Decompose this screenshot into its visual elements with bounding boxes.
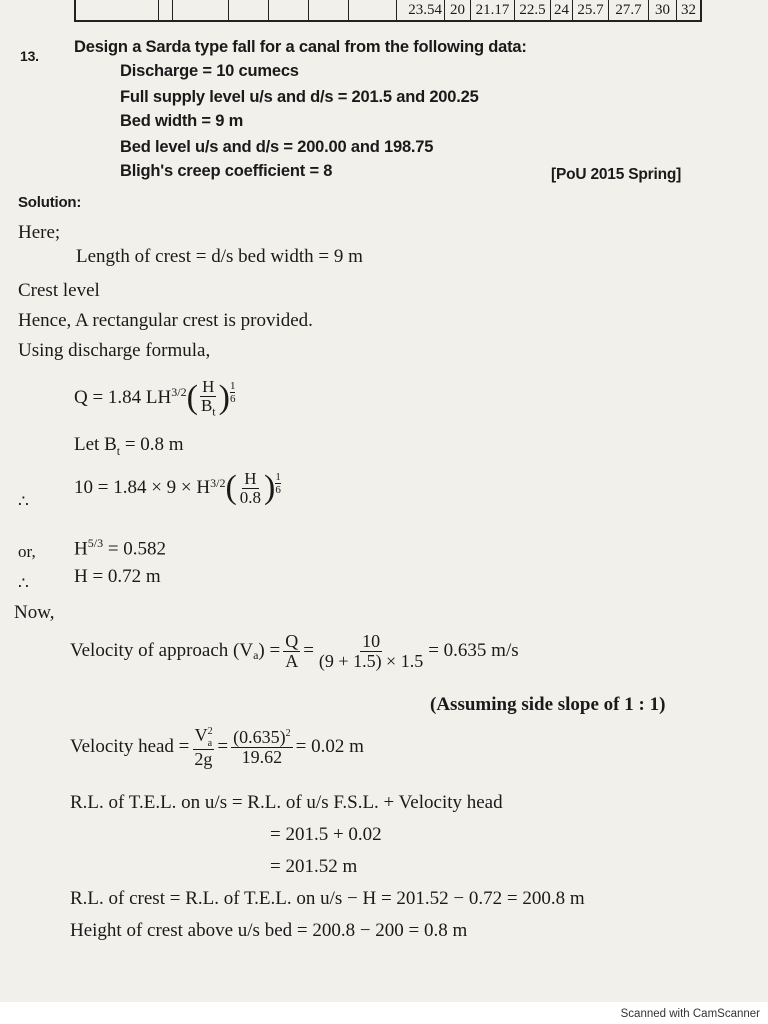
given-fsl: Full supply level u/s and d/s = 201.5 and 200.25	[120, 88, 479, 106]
rectangular-crest-statement: Hence, A rectangular crest is provided.	[18, 310, 313, 331]
therefore-symbol-2: ∴	[18, 574, 29, 593]
here-label: Here;	[18, 222, 61, 243]
discharge-formula	[74, 378, 235, 418]
table-cell: 32	[676, 0, 700, 20]
table-cell	[172, 0, 228, 20]
tel-equation-line-3: = 201.52 m	[270, 856, 358, 877]
formula-exponent: 3/2	[171, 385, 187, 400]
h-value: H = 0.72 m	[74, 566, 161, 587]
given-bed-level: Bed level u/s and d/s = 200.00 and 198.75	[120, 138, 434, 156]
tel-equation-line-2: = 201.5 + 0.02	[270, 824, 382, 845]
side-slope-assumption: (Assuming side slope of 1 : 1)	[430, 694, 666, 715]
now-label: Now,	[14, 602, 55, 623]
table-cell: 22.5	[514, 0, 550, 20]
approach-velocity-fraction	[317, 632, 425, 671]
v-symbol: V	[194, 725, 208, 745]
table-cell: 21.17	[470, 0, 514, 20]
source-citation: [PoU 2015 Spring]	[551, 166, 682, 183]
fraction-denominator: 0.8	[239, 487, 262, 507]
top-data-table	[74, 0, 702, 22]
va-label-end: ) =	[258, 640, 281, 662]
velocity-head-formula-fraction	[192, 726, 214, 769]
fraction-numerator: H	[202, 377, 215, 396]
table-cell: 23.54	[396, 0, 444, 20]
substituted-equation	[74, 470, 281, 507]
vh-label: Velocity head =	[70, 736, 190, 758]
h-power-value: = 0.582	[103, 538, 167, 560]
h-exponent: 5/3	[87, 536, 104, 550]
right-paren: )	[218, 378, 230, 416]
table-cell	[348, 0, 396, 20]
velocity-of-approach-equation: Velocity of approach (V $_a$ ) = $\frac{Q}{A}$ = $\frac{10}{(9 + 1.5) \times 1.5}$ = 0.635 m/s	[70, 631, 519, 671]
tel-equation-line-1: R.L. of T.E.L. on u/s = R.L. of u/s F.S.L. + Velocity head	[70, 792, 503, 813]
table-cell: 30	[648, 0, 676, 20]
equation-text: 10 = 1.84 × 9 × H	[74, 477, 211, 499]
velocity-head-equation: Velocity head = $\frac{V^2_a}{2g}$ = $\frac{(0.635)^2}{19.62}$ = 0.02 m	[70, 725, 364, 770]
va-result: = 0.635 m/s	[428, 640, 519, 662]
right-paren: )	[264, 469, 276, 507]
h-symbol: H	[74, 538, 88, 560]
formula-text: Q = 1.84 LH	[74, 386, 172, 408]
table-cell: 27.7	[608, 0, 648, 20]
given-bligh: Bligh's creep coefficient = 8	[120, 162, 333, 180]
exponent-one-sixth: $\frac{1}{6}$	[275, 470, 281, 496]
table-cell: 24	[550, 0, 572, 20]
table-cell	[308, 0, 348, 20]
fraction-numerator: $V^2_a$	[194, 725, 213, 749]
fraction-denominator: $B_t$	[200, 395, 216, 419]
exponent-one-sixth: $\frac{1}{6}$	[229, 380, 236, 406]
vh-result: = 0.02 m	[295, 736, 364, 758]
let-bt-text: Let B	[74, 434, 117, 455]
q-over-a-fraction	[283, 632, 300, 671]
crest-height-equation: Height of crest above u/s bed = 200.8 − 200 = 0.8 m	[70, 920, 468, 941]
problem-title: Design a Sarda type fall for a canal from the following data:	[74, 38, 527, 56]
discharge-formula-intro: Using discharge formula,	[18, 340, 211, 361]
given-bed-width: Bed width = 9 m	[120, 112, 244, 130]
fraction-denominator: 19.62	[241, 746, 283, 767]
given-discharge: Discharge = 10 cumecs	[120, 62, 299, 80]
va-subscript: a	[253, 647, 259, 662]
scanner-watermark: Scanned with CamScanner	[620, 1008, 760, 1020]
problem-number: 13.	[20, 48, 39, 64]
table-cell	[228, 0, 268, 20]
let-bt-statement	[74, 434, 184, 459]
let-bt-value: = 0.8 m	[120, 434, 184, 455]
table-cell	[268, 0, 308, 20]
velocity-head-value-fraction	[231, 728, 293, 767]
table-cell	[76, 0, 158, 20]
table-cell: 20	[444, 0, 470, 20]
therefore-symbol: ∴	[18, 492, 29, 511]
fraction-numerator: $(0.635)^2$	[233, 727, 291, 748]
h-power-result	[74, 536, 166, 560]
fraction-numerator: 10	[362, 631, 381, 651]
crest-rl-equation: R.L. of crest = R.L. of T.E.L. on u/s − H = 201.52 − 0.72 = 200.8 m	[70, 888, 585, 909]
crest-level-heading: Crest level	[18, 280, 100, 301]
fraction-numerator: Q	[285, 631, 299, 651]
or-label: or,	[18, 542, 36, 561]
va-label: Velocity of approach (V	[70, 640, 254, 662]
left-paren: (	[186, 378, 198, 416]
table-cell	[158, 0, 172, 20]
fraction-denominator: 2g	[194, 749, 213, 770]
let-bt-subscript: t	[116, 443, 121, 458]
left-paren: (	[225, 469, 237, 507]
numerator-text: (0.635)	[233, 727, 286, 748]
fraction-denominator: A	[285, 650, 299, 671]
solution-label: Solution:	[18, 194, 82, 211]
equation-exponent: 3/2	[210, 475, 226, 490]
table-cell: 25.7	[572, 0, 608, 20]
fraction-numerator: H	[244, 469, 257, 488]
fraction-denominator: (9 + 1.5) × 1.5	[318, 650, 424, 671]
crest-length: Length of crest = d/s bed width = 9 m	[76, 246, 363, 267]
h-over-bt-fraction	[199, 378, 218, 418]
h-over-08-fraction	[238, 470, 263, 507]
